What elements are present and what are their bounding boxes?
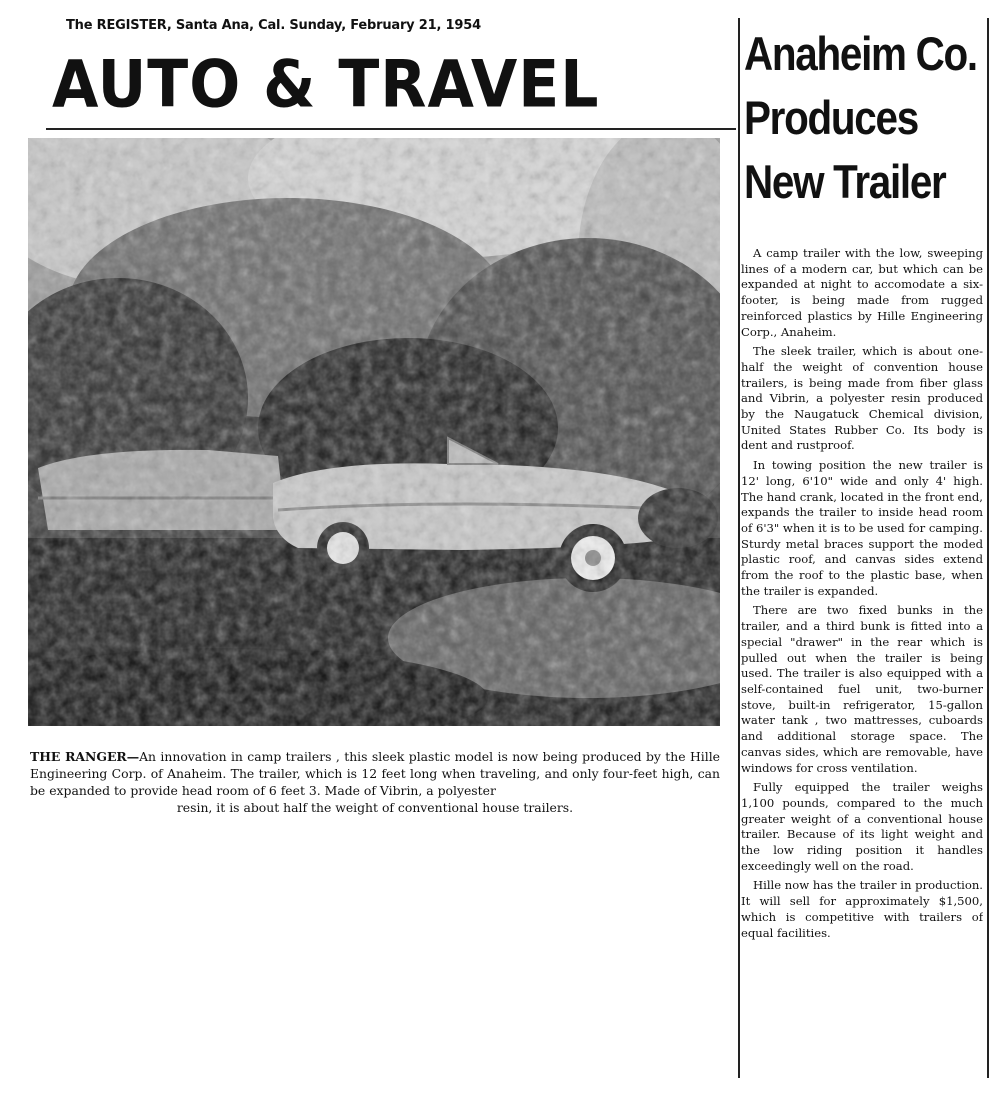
article-paragraph: A camp trailer with the low, sweeping lines of a modern car, but which can be expanded at night to accomodate a six-footer, is being made from rugged reinforced plastics by Hille Engineering Corp., Anaheim. xyxy=(741,246,983,339)
vintage-convertible-car-photo-icon xyxy=(28,138,720,726)
article-headline xyxy=(744,22,977,214)
article-paragraph: Fully equipped the trailer weighs 1,100 pounds, compared to the much greater weight of a conventional house trailer. Because of its light weight and the low riding position it handles exceedingly well on the road. xyxy=(741,780,983,873)
dateline: The REGISTER, Santa Ana, Cal. Sunday, February 21, 1954 xyxy=(66,18,481,33)
article-paragraph: In towing position the new trailer is 12' long, 6'10" wide and only 4' high. The hand crank, located in the front end, expands the trailer to inside head room of 6'3" when it is to be used for camping. Sturdy metal braces support the moded plastic roof, and canvas sides extend from the roof to the plastic base, when the trailer is expanded. xyxy=(741,458,983,598)
column-divider-left xyxy=(738,18,740,1078)
article-paragraph: There are two fixed bunks in the trailer, and a third bunk is fitted into a special "drawer" in the rear which is pulled out when the trailer is being used. The trailer is also equipped with a self-contained fuel unit, two-burner stove, built-in refrigerator, 15-gallon water tank , two mattresses, cuboards and additional storage space. The canvas sides, which are removable, have windows for cross ventilation. xyxy=(741,603,983,775)
trailer-photo xyxy=(28,138,720,726)
section-title: AUTO & TRAVEL xyxy=(52,47,600,123)
article-body xyxy=(741,246,983,1076)
photo-caption xyxy=(30,748,720,816)
title-rule xyxy=(46,128,736,130)
article-paragraph: Hille now has the trailer in production. It will sell for approximately $1,500, which is competitive with trailers of equal facilities. xyxy=(741,878,983,940)
column-divider-right xyxy=(987,18,989,1078)
caption-lead: THE RANGER— xyxy=(30,749,140,764)
article-paragraph: The sleek trailer, which is about one-half the weight of convention house trailers, is being made from fiber glass and Vibrin, a polyester resin produced by the Naugatuck Chemical division, United States Rubber Co. Its body is dent and rustproof. xyxy=(741,344,983,453)
caption-text: An innovation in camp trailers , this sleek plastic model is now being produced by the Hille Engineering Corp. of Anaheim. The trailer, which is 12 feet long when traveling, and only four-feet high, can be expanded to provide head room of 6 feet 3. Made of Vibrin, a polyester xyxy=(30,749,720,798)
headline-line-2: Produces xyxy=(744,91,918,144)
caption-last-line: resin, it is about half the weight of conventional house trailers. xyxy=(176,800,574,815)
headline-line-1: Anaheim Co. xyxy=(744,27,977,80)
headline-line-3: New Trailer xyxy=(744,155,946,208)
